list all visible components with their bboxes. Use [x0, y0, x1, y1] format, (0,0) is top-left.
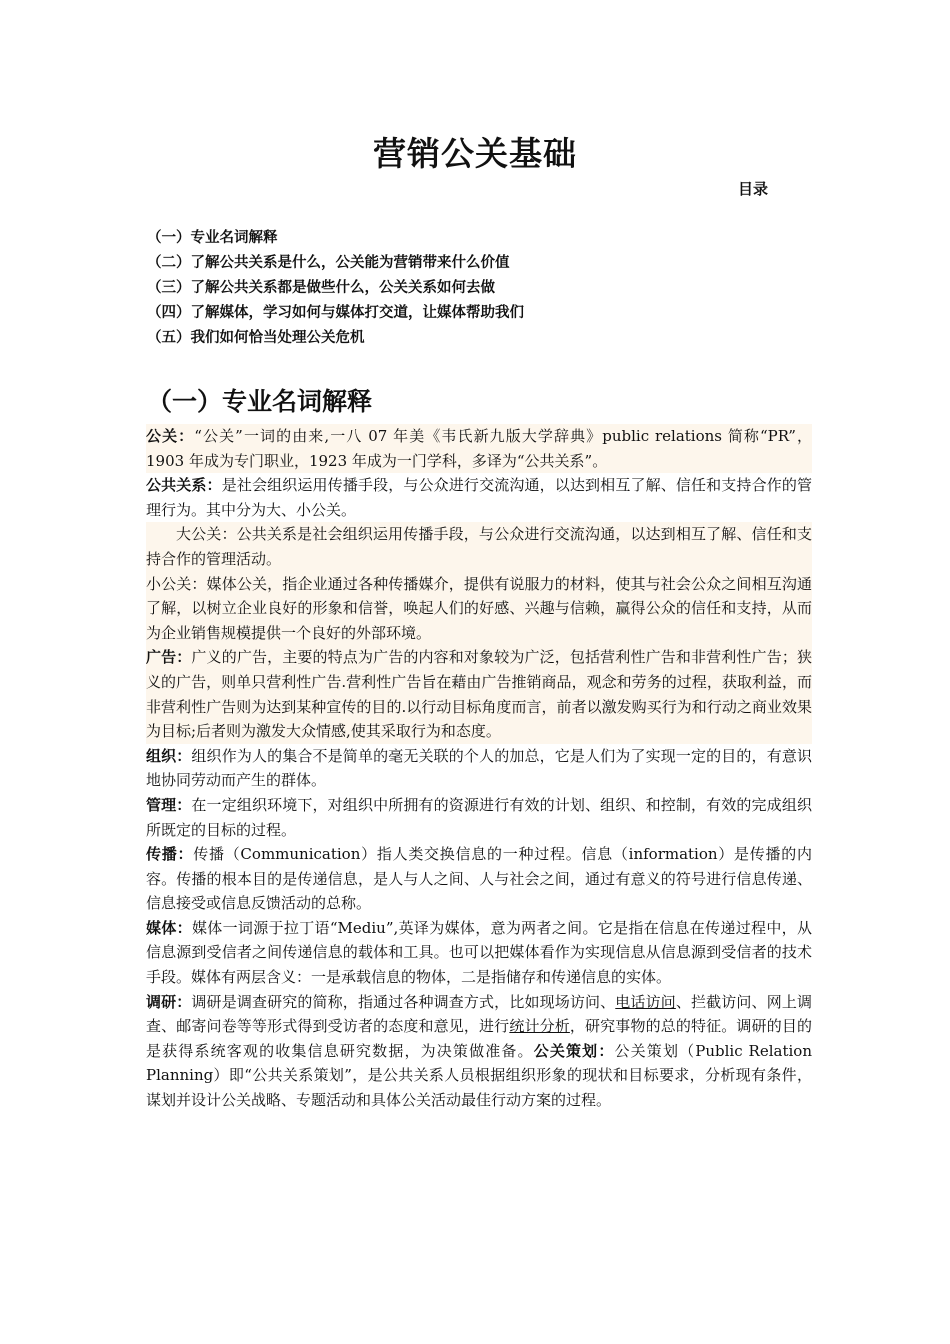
entry-term: 传播： — [146, 845, 194, 864]
entry-text: 在一定组织环境下，对组织中所拥有的资源进行有效的计划、组织、和控制，有效的完成组织所既定的目标的过程。 — [146, 795, 812, 839]
entry-term: 组织： — [146, 746, 192, 765]
glossary-body — [146, 424, 812, 1113]
entry-diaoyan — [146, 990, 812, 1113]
document-title: 营销公关基础 — [373, 134, 577, 173]
entry-text: 组织作为人的集合不是简单的毫无关联的个人的加总，它是人们为了实现一定的目的，有意识地协同劳动而产生的群体。 — [146, 746, 812, 790]
entry-text: 传播（Communication）指人类交换信息的一种过程。信息（information）是传播的内容。传播的根本目的是传递信息，是人与人之间、人与社会之间，通过有意义的符号进行信息传递、信息接受或信息反馈活动的总称。 — [146, 845, 812, 913]
entry-gonggongguanxi — [146, 473, 812, 522]
phone-survey-link[interactable]: 电话访问 — [615, 992, 676, 1011]
entry-term: 管理： — [146, 795, 192, 814]
toc-item: （二）了解公共关系是什么，公关能为营销带来什么价值 — [147, 255, 510, 271]
entry-text: 公关策划（Public Relation Planning）即“公共关系策划”，是公共关系人员根据组织形象的现状和目标要求，分析现有条件，谋划并设计公关战略、专题活动和具体公关活动最佳行动方案的过程。 — [146, 1041, 812, 1110]
toc-label: 目录 — [738, 180, 769, 198]
entry-meiti — [146, 916, 812, 990]
entry-term: 公关： — [146, 427, 195, 445]
toc-item: （三）了解公共关系都是做些什么，公关关系如何去做 — [147, 280, 495, 296]
entry-dagongguan: 大公关：公共关系是社会组织运用传播手段，与公众进行交流沟通，以达到相互了解、信任和支持合作的管理活动。 — [146, 522, 812, 571]
entry-zuzhi — [146, 744, 812, 793]
toc-item: （一）专业名词解释 — [147, 230, 278, 246]
entry-text: 、拦截访问、网上调查、邮寄问卷等等形式得到受访者的态度和意见，进行 — [146, 992, 812, 1036]
entry-text: “公关”一词的由来,一八 07 年美《韦氏新九版大学辞典》public relations 简称“PR”，1903 年成为专门职业，1923 年成为一门学科，多译为“公共关系”。 — [146, 427, 812, 470]
entry-text: 是社会组织运用传播手段，与公众进行交流沟通，以达到相互了解、信任和支持合作的管理行为。其中分为大、小公关。 — [146, 476, 812, 519]
statistical-analysis-link[interactable]: 统计分析 — [509, 1017, 570, 1036]
entry-xiaogongguan: 小公关：媒体公关，指企业通过各种传播媒介，提供有说服力的材料，使其与社会公众之间相互沟通了解，以树立企业良好的形象和信誉，唤起人们的好感、兴趣与信赖，赢得公众的信任和支持，从而为企业销售规模提供一个良好的外部环境。 — [146, 572, 812, 646]
entry-guanggao — [146, 645, 812, 743]
entry-text: ，研究事物的总的特征。调研的目的是获得系统客观的收集信息研究数据，为决策做准备。 — [146, 1017, 812, 1060]
entry-term: 公关策划： — [533, 1041, 615, 1060]
entry-text: 调研是调查研究的简称，指通过各种调查方式，比如现场访问、 — [191, 992, 616, 1011]
entry-guanli — [146, 793, 812, 842]
table-of-contents — [147, 226, 524, 351]
entry-term: 公共关系： — [146, 476, 222, 495]
entry-chuanbo — [146, 842, 812, 916]
entry-term: 广告： — [146, 648, 192, 667]
section-heading: （一）专业名词解释 — [147, 387, 373, 416]
entry-text: 媒体一词源于拉丁语“Mediu”,英译为媒体，意为两者之间。它是指在信息在传递过程中，从信息源到受信者之间传递信息的载体和工具。也可以把媒体看作为实现信息从信息源到受信者的技术手段。媒体有两层含义：一是承载信息的物体，二是指储存和传递信息的实体。 — [146, 918, 812, 987]
toc-item: （五）我们如何恰当处理公关危机 — [147, 330, 365, 346]
entry-text: 广义的广告，主要的特点为广告的内容和对象较为广泛，包括营利性广告和非营利性广告；狭义的广告，则单只营利性广告.营利性广告旨在藉由广告推销商品，观念和劳务的过程，获取利益，而非营利性广告则为达到某种宣传的目的.以行动目标角度而言，前者以激发购买行为和行动之商业效果为目标;后者则为激发大众情感,使其采取行为和态度。 — [146, 648, 812, 741]
toc-item: （四）了解媒体，学习如何与媒体打交道，让媒体帮助我们 — [147, 305, 524, 321]
entry-term: 媒体： — [146, 918, 192, 937]
entry-term: 调研： — [146, 992, 192, 1011]
entry-gongguan — [146, 424, 812, 473]
